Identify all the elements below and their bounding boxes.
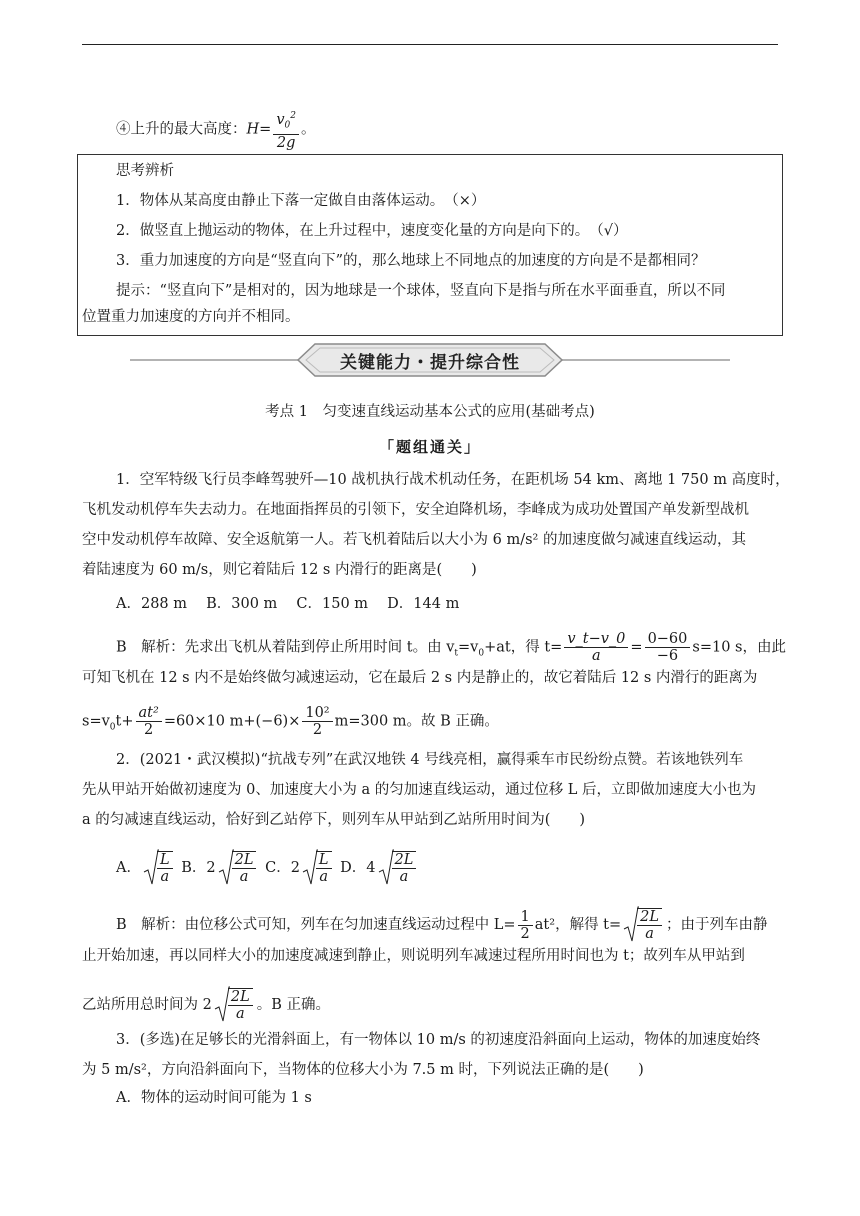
p1-answer-post: s=10 s，由此 <box>692 639 786 656</box>
p1-options: A．288 m B．300 m C．150 m D．144 m <box>116 596 460 612</box>
p1-answer-mid: =v <box>458 639 479 656</box>
p3-line-2: 为 5 m/s²，方向沿斜面向下，当物体的位移大小为 7.5 m 时，下列说法正确的是( ) <box>82 1062 644 1078</box>
p2-option-b-label: B．2 <box>181 860 216 876</box>
p2-option-c-label: C．2 <box>265 860 300 876</box>
p1-fraction-time <box>564 631 628 664</box>
item4-var: H <box>246 121 260 138</box>
banner-title: 关键能力・提升综合性 <box>340 353 520 373</box>
p2-options <box>116 848 816 888</box>
p1-line-3: 空中发动机停车故障、安全返航第一人。若飞机着陆后以大小为 6 m/s² 的加速度做匀减速直线运动，其 <box>82 532 746 548</box>
p2-line-3: a 的匀减速直线运动，恰好到乙站停下，则列车从甲站到乙站所用时间为( ) <box>82 812 586 828</box>
p2-option-c-sqrt: $\frac{L}{a}$ <box>302 848 334 888</box>
p1-frac3-num: at² <box>136 705 162 722</box>
p2-line-1: 2．(2021・武汉模拟)“抗战专列”在武汉地铁 4 号线亮相，赢得乘车市民纷纷点赞。若该地铁列车 <box>116 752 744 768</box>
p1-line-2: 飞机发动机停车失去动力。在地面指挥员的引领下，安全迫降机场，李峰成为成功处置国产单发新型战机 <box>82 502 749 518</box>
p1-answer-eq2: = <box>630 639 643 656</box>
p2-a3-sqrt: $\frac{2L}{a}$ <box>214 985 255 1025</box>
item4-line <box>116 108 816 151</box>
p1-frac1-den: a <box>592 648 601 664</box>
p1-frac2-den: −6 <box>656 648 679 664</box>
p2-line-2: 先从甲站开始做初速度为 0、加速度大小为 a 的匀加速直线运动，通过位移 L 后，立即做加速度大小也为 <box>82 782 757 798</box>
p2-a1-mid: at²，解得 t= <box>534 917 622 933</box>
item4-num-sup: 2 <box>290 111 296 121</box>
p2-answer-line-3 <box>82 985 782 1025</box>
p2-option-b-sqrt: $\frac{2L}{a}$ <box>218 848 259 888</box>
p1-answer-line-1: B 解析：先求出飞机从着陆到停止所用时间 t。由 $v_t=v_0+at$，得 t= $\frac{v\_t-v\_0}{a}$ = $\frac{0-60}{-6}$ s=10 s，由此 <box>116 631 786 664</box>
item4-text: ④上升的最大高度： <box>116 121 247 138</box>
p1-frac4-num: 10² <box>302 705 332 722</box>
p1-answer-line-2: 可知飞机在 12 s 内不是始终做匀减速运动，它在最后 2 s 内是静止的，故它着陆后 12 s 内滑行的距离为 <box>82 670 758 686</box>
p1-a3-mid: t+ <box>115 713 134 730</box>
thinking-q1: 1．物体从某高度由静止下落一定做自由落体运动。 （×） <box>116 193 486 209</box>
p3-option-a: A．物体的运动时间可能为 1 s <box>116 1090 312 1106</box>
p2-option-d-label: D．4 <box>340 860 376 876</box>
p1-answer-mid2: +at，得 t= <box>484 639 563 656</box>
p1-line-1: 1．空军特级飞行员李峰驾驶歼—10 战机执行战术机动任务，在距机场 54 km、离地 1 750 m 高度时， <box>116 472 790 488</box>
p1-line-4: 着陆速度为 60 m/s，则它着陆后 12 s 内滑行的距离是( ) <box>82 562 477 578</box>
thinking-hint-1: 提示：“竖直向下”是相对的，因为地球是一个球体，竖直向下是指与所在水平面垂直，所以不同 <box>116 283 726 299</box>
item4-num: v <box>276 111 285 128</box>
p2-a3-pre: 乙站所用总时间为 2 <box>82 997 212 1013</box>
p2-a3-post: 。B 正确。 <box>256 997 330 1013</box>
p2-option-a-sqrt: $\frac{L}{a}$ <box>143 848 175 888</box>
header-rule <box>82 44 778 45</box>
p1-frac-10sq <box>302 705 332 738</box>
thinking-title: 思考辨析 <box>116 163 174 179</box>
p2-a1-sqrt: $\frac{2L}{a}$ <box>623 905 664 945</box>
item4-den: 2g <box>276 134 296 151</box>
p2-a1-pre: B 解析：由位移公式可知，列车在匀加速直线运动过程中 L= <box>116 917 516 933</box>
item4-num-sub: 0 <box>284 120 291 131</box>
p1-frac-at2 <box>136 705 162 738</box>
p1-frac2-num: 0−60 <box>645 631 691 648</box>
p1-fraction-values <box>645 631 691 664</box>
p2-frac-half: $\frac{1}{2}$ <box>518 909 533 942</box>
p2-answer-line-2: 止开始加速，再以同样大小的加速度减速到静止，则说明列车减速过程所用时间也为 t；故列车从甲站到 <box>82 948 745 964</box>
p1-frac4-den: 2 <box>312 722 323 738</box>
group-title: 「题组通关」 <box>378 438 481 456</box>
p1-a3-post: m=300 m。故 B 正确。 <box>334 713 499 730</box>
p1-a3-mid2: =60×10 m+(−6)× <box>163 713 301 730</box>
p2-a1-post: ；由于列车由静 <box>666 917 768 933</box>
item4-eq: = <box>259 121 272 138</box>
p1-frac1-num: v_t−v_0 <box>564 631 628 648</box>
thinking-box <box>77 154 783 336</box>
p1-frac3-den: 2 <box>144 722 154 738</box>
p2-option-d-sqrt: $\frac{2L}{a}$ <box>378 848 419 888</box>
p2-answer-line-1 <box>116 905 816 945</box>
section-banner <box>130 338 730 382</box>
p1-answer-pre: B 解析：先求出飞机从着陆到停止所用时间 t。由 v <box>116 639 455 656</box>
thinking-hint-2: 位置重力加速度的方向并不相同。 <box>82 309 300 325</box>
p1-a3-pre: s=v <box>82 713 110 730</box>
p1-answer-line-3: $s=v_0t+$ $\frac{\text{at²}}{2}$ =60×10 m+(−6)× $\frac{\text{10²}}{2}$ m=300 m。故 B 正确。 <box>82 705 499 738</box>
thinking-q2: 2．做竖直上抛运动的物体，在上升过程中，速度变化量的方向是向下的。 （√） <box>116 223 628 239</box>
p2-option-a-label: A． <box>116 860 141 876</box>
thinking-q3: 3．重力加速度的方向是“竖直向下”的，那么地球上不同地点的加速度的方向是不是都相同？ <box>116 253 706 269</box>
item4-end: 。 <box>300 121 316 138</box>
p3-line-1: 3．(多选)在足够长的光滑斜面上，有一物体以 10 m/s 的初速度沿斜面向上运动，物体的加速度始终 <box>116 1032 761 1048</box>
section-title: 考点 1 匀变速直线运动基本公式的应用(基础考点) <box>265 404 595 420</box>
item4-fraction <box>273 108 299 151</box>
